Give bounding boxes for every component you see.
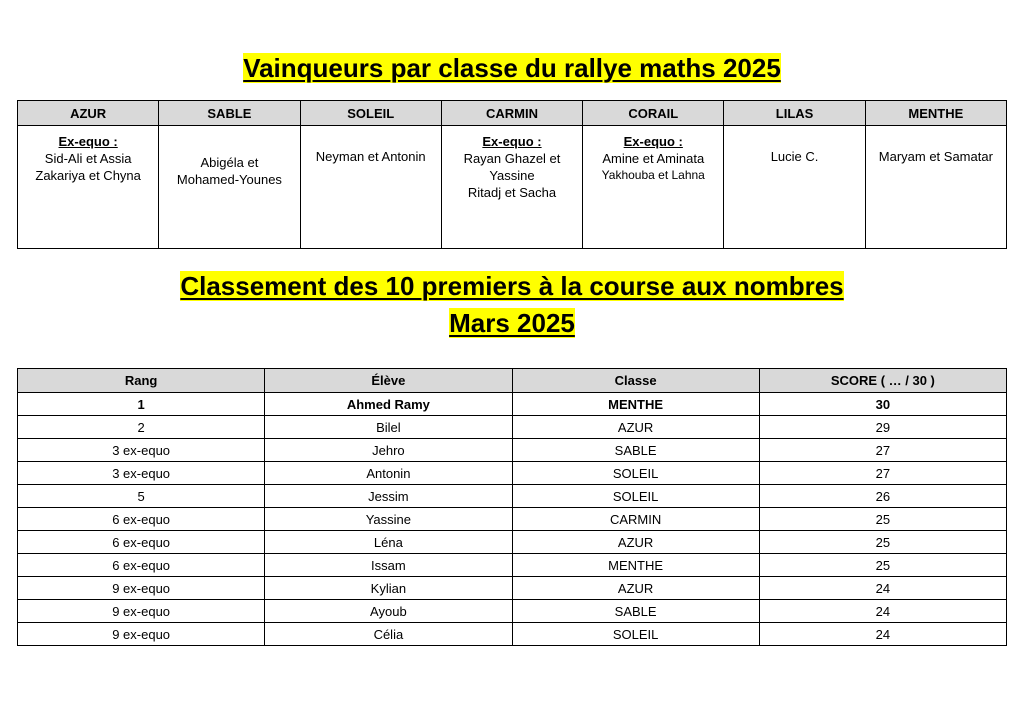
table-row bbox=[18, 485, 1007, 508]
class-cell: CARMIN bbox=[512, 508, 759, 531]
student-cell: Ayoub bbox=[265, 600, 512, 623]
student-cell: Ahmed Ramy bbox=[265, 393, 512, 416]
table-row bbox=[18, 462, 1007, 485]
class-header-corail: CORAIL bbox=[583, 101, 724, 126]
winner-line: Amine et Aminata bbox=[602, 151, 705, 166]
class-cell: MENTHE bbox=[512, 393, 759, 416]
score-cell: 25 bbox=[759, 554, 1006, 577]
ranking-table bbox=[17, 368, 1007, 646]
winner-line: Neyman et Antonin bbox=[315, 149, 426, 164]
class-cell: SABLE bbox=[512, 600, 759, 623]
winner-line: Lucie C. bbox=[770, 149, 819, 164]
score-cell: 24 bbox=[759, 600, 1006, 623]
class-cell: AZUR bbox=[512, 416, 759, 439]
header-classe: Classe bbox=[512, 369, 759, 393]
score-cell: 30 bbox=[759, 393, 1006, 416]
table-row bbox=[18, 554, 1007, 577]
class-header-menthe: MENTHE bbox=[865, 101, 1006, 126]
score-cell: 25 bbox=[759, 508, 1006, 531]
table-row bbox=[18, 508, 1007, 531]
ranking-body bbox=[18, 393, 1007, 646]
winner-cell-lilas bbox=[724, 126, 865, 249]
student-cell: Léna bbox=[265, 531, 512, 554]
winner-line: Maryam et Samatar bbox=[878, 149, 993, 164]
table-row bbox=[18, 577, 1007, 600]
score-cell: 26 bbox=[759, 485, 1006, 508]
winners-header-row bbox=[18, 101, 1007, 126]
rank-cell: 5 bbox=[18, 485, 265, 508]
winners-row bbox=[18, 126, 1007, 249]
class-header-soleil: SOLEIL bbox=[300, 101, 441, 126]
winner-line: Abigéla et bbox=[200, 155, 259, 170]
student-cell: Issam bbox=[265, 554, 512, 577]
class-cell: AZUR bbox=[512, 531, 759, 554]
student-cell: Yassine bbox=[265, 508, 512, 531]
score-cell: 25 bbox=[759, 531, 1006, 554]
table-row bbox=[18, 393, 1007, 416]
rank-cell: 9 ex-equo bbox=[18, 600, 265, 623]
rank-cell: 6 ex-equo bbox=[18, 508, 265, 531]
rank-cell: 6 ex-equo bbox=[18, 554, 265, 577]
header-rang: Rang bbox=[18, 369, 265, 393]
rank-cell: 9 ex-equo bbox=[18, 623, 265, 646]
student-cell: Kylian bbox=[265, 577, 512, 600]
winner-cell-carmin bbox=[441, 126, 582, 249]
class-header-sable: SABLE bbox=[159, 101, 300, 126]
class-cell: SOLEIL bbox=[512, 485, 759, 508]
rank-cell: 2 bbox=[18, 416, 265, 439]
class-header-lilas: LILAS bbox=[724, 101, 865, 126]
exequo-label: Ex-equo : bbox=[482, 134, 542, 149]
table-row bbox=[18, 531, 1007, 554]
rank-cell: 9 ex-equo bbox=[18, 577, 265, 600]
score-cell: 27 bbox=[759, 439, 1006, 462]
winners-title: Vainqueurs par classe du rallye maths 2025 bbox=[243, 53, 781, 83]
student-cell: Jessim bbox=[265, 485, 512, 508]
winner-line: Mohamed-Younes bbox=[176, 172, 282, 187]
winner-line: Yakhouba et Lahna bbox=[601, 168, 705, 182]
student-cell: Jehro bbox=[265, 439, 512, 462]
ranking-title-wrap bbox=[0, 270, 1024, 344]
winner-line: Zakariya et Chyna bbox=[35, 168, 141, 183]
winner-line: Yassine bbox=[489, 168, 535, 183]
header-score: SCORE ( … / 30 ) bbox=[759, 369, 1006, 393]
winner-line: Rayan Ghazel et bbox=[463, 151, 561, 166]
class-cell: MENTHE bbox=[512, 554, 759, 577]
class-cell: SOLEIL bbox=[512, 623, 759, 646]
ranking-title-line1: Classement des 10 premiers à la course aux nombres bbox=[180, 271, 844, 301]
student-cell: Célia bbox=[265, 623, 512, 646]
score-cell: 27 bbox=[759, 462, 1006, 485]
class-header-azur: AZUR bbox=[18, 101, 159, 126]
rank-cell: 3 ex-equo bbox=[18, 439, 265, 462]
winner-line: Sid-Ali et Assia bbox=[44, 151, 132, 166]
table-row bbox=[18, 623, 1007, 646]
rank-cell: 1 bbox=[18, 393, 265, 416]
winners-table bbox=[17, 100, 1007, 249]
student-cell: Bilel bbox=[265, 416, 512, 439]
winner-cell-azur bbox=[18, 126, 159, 249]
ranking-header-row bbox=[18, 369, 1007, 393]
ranking-title-line2: Mars 2025 bbox=[449, 308, 575, 338]
class-header-carmin: CARMIN bbox=[441, 101, 582, 126]
rank-cell: 3 ex-equo bbox=[18, 462, 265, 485]
table-row bbox=[18, 416, 1007, 439]
score-cell: 29 bbox=[759, 416, 1006, 439]
class-cell: SABLE bbox=[512, 439, 759, 462]
class-cell: AZUR bbox=[512, 577, 759, 600]
header-eleve: Élève bbox=[265, 369, 512, 393]
table-row bbox=[18, 600, 1007, 623]
score-cell: 24 bbox=[759, 577, 1006, 600]
winner-cell-menthe bbox=[865, 126, 1006, 249]
score-cell: 24 bbox=[759, 623, 1006, 646]
winner-cell-soleil bbox=[300, 126, 441, 249]
rank-cell: 6 ex-equo bbox=[18, 531, 265, 554]
exequo-label: Ex-equo : bbox=[58, 134, 118, 149]
exequo-label: Ex-equo : bbox=[623, 134, 683, 149]
class-cell: SOLEIL bbox=[512, 462, 759, 485]
winner-line: Ritadj et Sacha bbox=[467, 185, 557, 200]
winner-cell-sable bbox=[159, 126, 300, 249]
winner-cell-corail bbox=[583, 126, 724, 249]
table-row bbox=[18, 439, 1007, 462]
student-cell: Antonin bbox=[265, 462, 512, 485]
winners-title-wrap bbox=[0, 52, 1024, 84]
